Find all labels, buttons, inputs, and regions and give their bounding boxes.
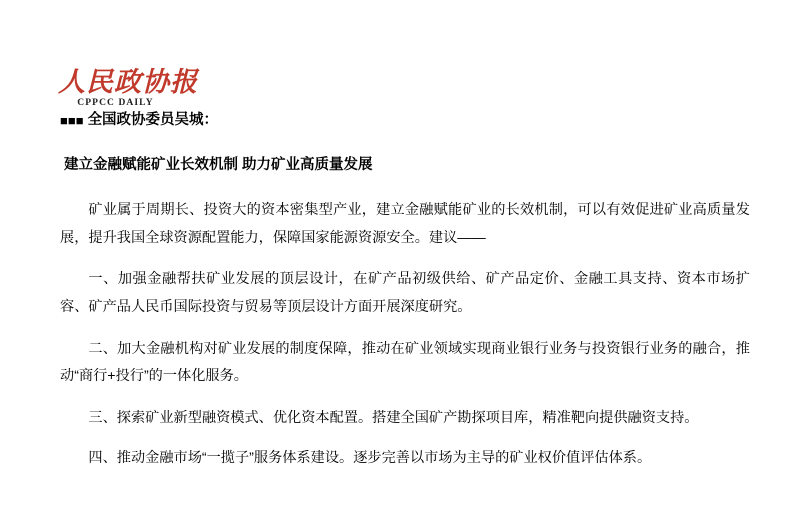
article-paragraph: 二、加大金融机构对矿业发展的制度保障，推动在矿业领域实现商业银行业务与投资银行业务的融合，推动“商行+投行”的一体化服务。 <box>60 340 750 385</box>
article-paragraph: 四、推动金融市场“一揽子”服务体系建设。逐步完善以市场为主导的矿业权价值评估体系。 <box>88 449 652 466</box>
article-headline: 建立金融赋能矿业长效机制 助力矿业高质量发展 <box>64 156 373 173</box>
article-byline <box>60 110 750 132</box>
newspaper-masthead <box>58 67 198 109</box>
byline-text: 全国政协委员吴城： <box>87 112 219 128</box>
article-paragraph: 矿业属于周期长、投资大的资本密集型产业，建立金融赋能矿业的长效机制，可以有效促进矿业高质量发展，提升我国全球资源配置能力，保障国家能源资源安全。建议—— <box>60 201 750 246</box>
article-paragraph: 一、加强金融帮扶矿业发展的顶层设计，在矿产品初级供给、矿产品定价、金融工具支持、资本市场扩容、矿产品人民币国际投资与贸易等顶层设计方面开展深度研究。 <box>60 271 750 315</box>
masthead-title: 人民政协报 <box>58 67 198 97</box>
masthead-subtitle: CPPCC DAILY <box>77 98 154 109</box>
bullet-marks-icon: ■■■ <box>60 113 84 129</box>
article-paragraph: 三、探索矿业新型融资模式、优化资本配置。搭建全国矿产勘探项目库，精准靶向提供融资支持。 <box>88 410 699 427</box>
article-content <box>60 110 750 484</box>
